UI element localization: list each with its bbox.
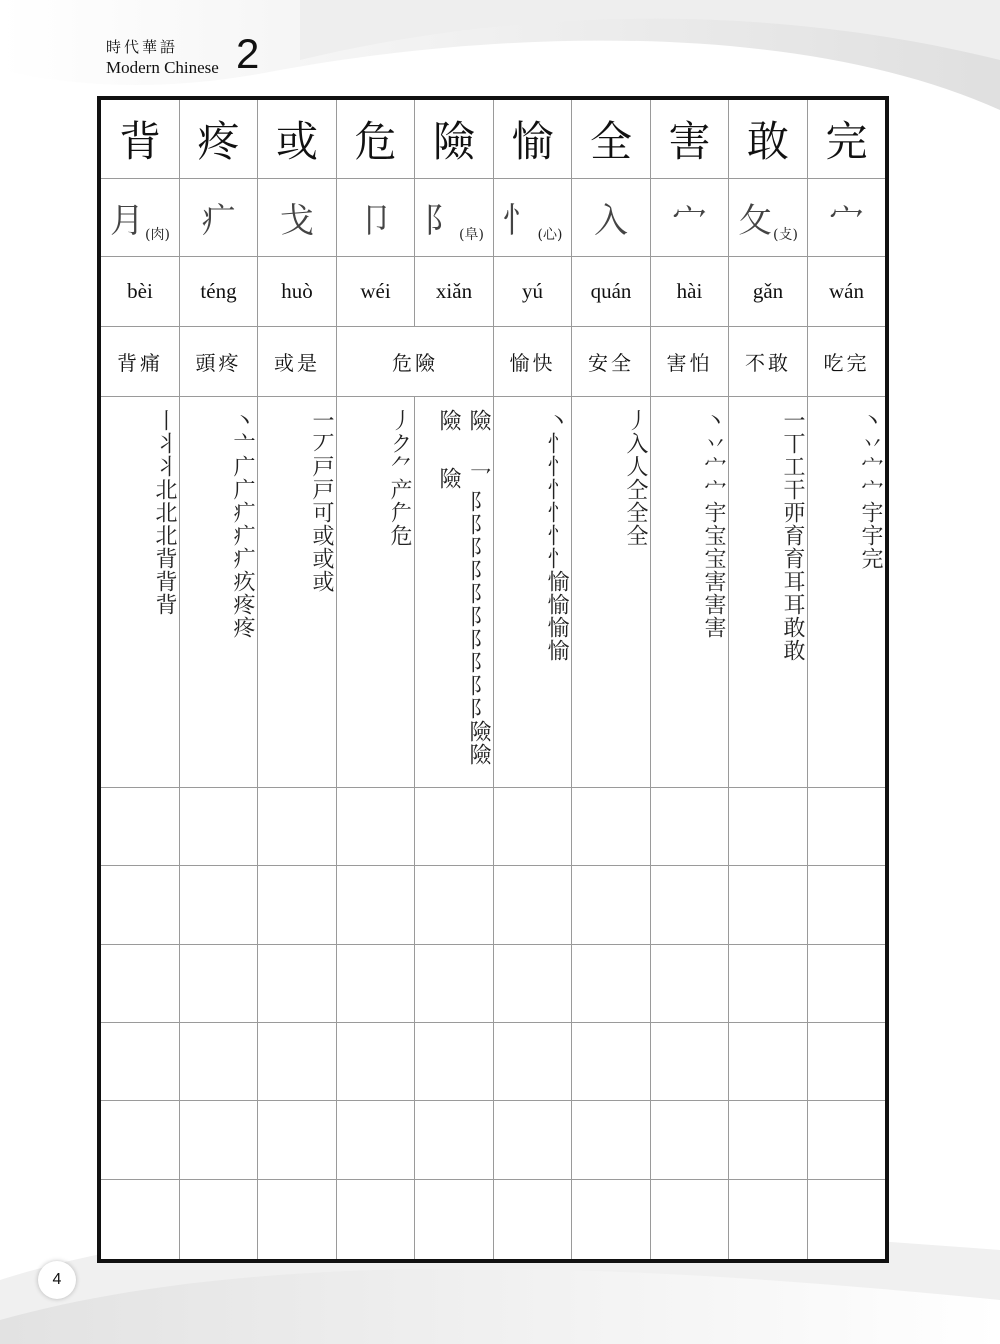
- stroke-order-sequence: [651, 397, 728, 639]
- stroke-step: 忄: [544, 455, 569, 478]
- stroke-order-cell: [337, 397, 415, 788]
- stroke-step: 北: [152, 524, 177, 547]
- stroke-step: 忄: [544, 478, 569, 501]
- stroke-step: 疒: [230, 501, 255, 524]
- pinyin: téng: [200, 279, 237, 303]
- vocab-word-cell: [101, 327, 180, 397]
- stroke-order-cell: [651, 397, 729, 788]
- practice-cell: [415, 866, 494, 945]
- practice-cell: [651, 1180, 729, 1259]
- character: 害: [668, 117, 711, 166]
- character: 危: [354, 117, 397, 166]
- vocab-word-cell: [494, 327, 572, 397]
- pinyin: wéi: [360, 279, 391, 303]
- stroke-step: 丅: [780, 432, 805, 455]
- stroke-step: 險: [466, 719, 491, 743]
- practice-cell: [101, 1180, 180, 1259]
- pinyin: bèi: [127, 279, 153, 303]
- radical-note: (肉): [145, 227, 170, 243]
- stroke-order-sequence: [180, 397, 257, 639]
- practice-cell: [572, 1023, 651, 1101]
- practice-cell: [101, 788, 180, 866]
- stroke-step: 丷: [858, 432, 883, 455]
- stroke-step: 耳: [780, 570, 805, 593]
- radical: 阝: [424, 201, 459, 241]
- practice-cell: [494, 945, 572, 1023]
- character: 全: [589, 117, 632, 166]
- practice-cell: [729, 866, 808, 945]
- stroke-step: 工: [780, 455, 805, 478]
- radical-cell: [101, 179, 180, 257]
- stroke-step: 育: [780, 547, 805, 570]
- character-cell: [101, 100, 180, 179]
- practice-cell: [415, 1101, 494, 1180]
- stroke-order-sequence: [729, 397, 807, 662]
- character-cell: [729, 100, 808, 179]
- stroke-step: 丶: [544, 409, 569, 432]
- stroke-step: 阝: [466, 581, 491, 605]
- radical: 宀: [829, 201, 864, 241]
- stroke-step: 敢: [780, 616, 805, 639]
- stroke-order-cell: [808, 397, 885, 788]
- vocab-word-cell: [180, 327, 258, 397]
- practice-cell: [180, 945, 258, 1023]
- practice-cell: [415, 945, 494, 1023]
- practice-cell: [101, 1023, 180, 1101]
- page-number: 4: [38, 1261, 76, 1299]
- radical-cell: [808, 179, 885, 257]
- character: 或: [275, 117, 318, 166]
- practice-cell: [180, 1023, 258, 1101]
- stroke-step: 丷: [701, 432, 726, 455]
- radical-cell: [572, 179, 651, 257]
- stroke-step: 耳: [780, 593, 805, 616]
- character: 背: [118, 117, 161, 166]
- stroke-step: 仝: [623, 478, 648, 501]
- stroke-step: 宝: [701, 547, 726, 570]
- pinyin-cell: [572, 257, 651, 327]
- stroke-order-sequence: [337, 397, 414, 547]
- stroke-step: 阝: [466, 512, 491, 536]
- practice-cell: [808, 866, 885, 945]
- practice-cell: [729, 788, 808, 866]
- practice-cell: [572, 1101, 651, 1180]
- practice-cell: [258, 1180, 337, 1259]
- stroke-step: 害: [701, 570, 726, 593]
- stroke-step: 可: [309, 501, 334, 524]
- vocab-word: 不敢: [745, 351, 791, 375]
- stroke-step: 丬: [152, 455, 177, 478]
- book-title-chinese: 時代華語: [106, 38, 179, 56]
- pinyin: huò: [281, 279, 313, 303]
- stroke-order-cell: [729, 397, 808, 788]
- practice-cell: [258, 866, 337, 945]
- pinyin: xiǎn: [435, 279, 473, 303]
- character-cell: [572, 100, 651, 179]
- stroke-step: 阝: [466, 696, 491, 720]
- stroke-order-cell: [180, 397, 258, 788]
- character: 敢: [746, 117, 789, 166]
- character-cell: [494, 100, 572, 179]
- stroke-step: 丶: [230, 409, 255, 432]
- radical: 戈: [280, 201, 314, 241]
- stroke-step: 宇: [701, 501, 726, 524]
- radical: 疒: [201, 201, 236, 241]
- vocab-word-cell: [258, 327, 337, 397]
- stroke-step: 背: [152, 593, 177, 616]
- practice-cell: [337, 945, 415, 1023]
- practice-cell: [415, 788, 494, 866]
- radical-note: (攴): [773, 227, 798, 243]
- vocab-word: 頭疼: [195, 351, 242, 375]
- stroke-step: 害: [701, 593, 726, 616]
- practice-cell: [258, 1101, 337, 1180]
- stroke-order-cell: [572, 397, 651, 788]
- practice-cell: [572, 945, 651, 1023]
- stroke-step: 疒: [230, 524, 255, 547]
- character-cell: [651, 100, 729, 179]
- stroke-step: ⺂: [466, 466, 491, 490]
- stroke-step: 阝: [466, 489, 491, 513]
- stroke-step: 宀: [858, 478, 883, 501]
- stroke-step: 产: [387, 478, 412, 501]
- practice-cell: [180, 1180, 258, 1259]
- pinyin-cell: [729, 257, 808, 327]
- stroke-step: 背: [152, 570, 177, 593]
- practice-cell: [729, 1023, 808, 1101]
- pinyin: hài: [676, 279, 703, 303]
- stroke-step: 丣: [780, 501, 805, 524]
- stroke-step: 愉: [544, 593, 569, 616]
- character-practice-grid: [97, 96, 889, 1263]
- stroke-step: ⺈: [387, 455, 412, 478]
- practice-cell: [101, 945, 180, 1023]
- stroke-step: 忄: [544, 524, 569, 547]
- vocab-word-cell: [337, 327, 494, 397]
- radical-note: (阜): [459, 227, 484, 243]
- stroke-step: 广: [230, 478, 255, 501]
- stroke-order-sequence: [101, 397, 179, 616]
- stroke-step: 丶: [701, 409, 726, 432]
- radical-cell: [729, 179, 808, 257]
- practice-cell: [494, 1180, 572, 1259]
- practice-cell: [180, 1101, 258, 1180]
- pinyin-cell: [651, 257, 729, 327]
- stroke-step: 愉: [544, 616, 569, 639]
- stroke-step: 愉: [544, 639, 569, 662]
- pinyin: yú: [522, 279, 543, 303]
- radical-cell: [494, 179, 572, 257]
- character: 完: [825, 117, 868, 166]
- practice-cell: [337, 788, 415, 866]
- stroke-step: 愉: [544, 570, 569, 593]
- practice-cell: [808, 1101, 885, 1180]
- stroke-step: 宀: [858, 455, 883, 478]
- practice-cell: [651, 788, 729, 866]
- radical: 月: [110, 201, 145, 241]
- vocab-word: 愉快: [509, 351, 556, 375]
- radical: 卩: [358, 201, 393, 241]
- stroke-step: 或: [309, 524, 334, 547]
- vocab-word: 安全: [588, 351, 634, 375]
- stroke-order-sequence: [572, 397, 650, 547]
- practice-cell: [808, 1023, 885, 1101]
- stroke-order-cell: [258, 397, 337, 788]
- stroke-step: 危: [387, 524, 412, 547]
- pinyin: quán: [590, 279, 632, 303]
- stroke-order-lead: [415, 397, 493, 455]
- practice-cell: [494, 1101, 572, 1180]
- stroke-order-cell: [101, 397, 180, 788]
- practice-cell: [337, 1101, 415, 1180]
- practice-cell: [651, 1101, 729, 1180]
- practice-cell: [337, 1023, 415, 1101]
- stroke-step: 阝: [466, 650, 491, 674]
- stroke-step: 一: [780, 409, 805, 432]
- practice-cell: [101, 1101, 180, 1180]
- stroke-step: 險: [436, 409, 461, 432]
- stroke-step: 阝: [466, 673, 491, 697]
- stroke-step: ク: [387, 432, 412, 455]
- stroke-step: 忄: [544, 547, 569, 570]
- vocab-word-cell: [808, 327, 885, 397]
- practice-cell: [258, 945, 337, 1023]
- stroke-step: 疼: [230, 593, 255, 616]
- stroke-order-sequence: [258, 397, 336, 593]
- practice-cell: [180, 788, 258, 866]
- stroke-step: 或: [309, 547, 334, 570]
- stroke-order-sequence: [808, 397, 885, 570]
- pinyin-cell: [808, 257, 885, 327]
- vocab-word-cell: [729, 327, 808, 397]
- stroke-step: 丨: [152, 409, 177, 432]
- volume-number: 2: [236, 30, 260, 77]
- pinyin-cell: [337, 257, 415, 327]
- practice-cell: [729, 1180, 808, 1259]
- practice-cell: [258, 788, 337, 866]
- stroke-step: 干: [780, 478, 805, 501]
- character-cell: [180, 100, 258, 179]
- practice-cell: [101, 866, 180, 945]
- radical-cell: [258, 179, 337, 257]
- stroke-step: 險: [436, 466, 461, 490]
- stroke-step: 阝: [466, 604, 491, 628]
- pinyin: gǎn: [752, 279, 784, 303]
- character: 疼: [197, 117, 240, 166]
- vocab-word: 害怕: [666, 351, 713, 375]
- book-title-english: Modern Chinese: [106, 58, 219, 77]
- practice-cell: [729, 1101, 808, 1180]
- stroke-step: 疼: [230, 616, 255, 639]
- stroke-step: 亠: [230, 432, 255, 455]
- stroke-step: 人: [623, 455, 648, 478]
- practice-cell: [494, 788, 572, 866]
- radical-cell: [180, 179, 258, 257]
- stroke-step: 害: [701, 616, 726, 639]
- stroke-step: 或: [309, 570, 334, 593]
- character: 險: [432, 117, 475, 166]
- pinyin: wán: [829, 279, 864, 303]
- stroke-step: 疒: [230, 547, 255, 570]
- stroke-step: 广: [230, 455, 255, 478]
- radical: 宀: [672, 201, 707, 241]
- pinyin-cell: [415, 257, 494, 327]
- stroke-step: 疚: [230, 570, 255, 593]
- pinyin-cell: [494, 257, 572, 327]
- vocab-word-cell: [651, 327, 729, 397]
- practice-cell: [258, 1023, 337, 1101]
- pinyin-cell: [101, 257, 180, 327]
- stroke-step: 宀: [701, 478, 726, 501]
- radical-cell: [337, 179, 415, 257]
- stroke-step: 北: [152, 501, 177, 524]
- practice-cell: [808, 1180, 885, 1259]
- vocab-word: 危險: [392, 351, 438, 375]
- practice-cell: [572, 788, 651, 866]
- stroke-step: 戸: [309, 478, 334, 501]
- radical: 入: [594, 201, 628, 241]
- stroke-step: 忄: [544, 501, 569, 524]
- stroke-step: 北: [152, 478, 177, 501]
- stroke-order-cell: [494, 397, 572, 788]
- stroke-step: 育: [780, 524, 805, 547]
- stroke-step: 阝: [466, 558, 491, 582]
- practice-cell: [808, 945, 885, 1023]
- radical-note: (心): [537, 227, 563, 243]
- character-cell: [808, 100, 885, 179]
- character-cell: [337, 100, 415, 179]
- pinyin-cell: [180, 257, 258, 327]
- practice-cell: [651, 1023, 729, 1101]
- practice-cell: [180, 866, 258, 945]
- stroke-step: 敢: [780, 639, 805, 662]
- practice-cell: [808, 788, 885, 866]
- stroke-step: 宇: [858, 501, 883, 524]
- practice-cell: [729, 945, 808, 1023]
- practice-cell: [494, 1023, 572, 1101]
- practice-cell: [415, 1023, 494, 1101]
- stroke-step: 宀: [701, 455, 726, 478]
- practice-cell: [572, 1180, 651, 1259]
- stroke-order-sequence: [494, 397, 571, 662]
- practice-cell: [337, 1180, 415, 1259]
- stroke-step: 丿: [623, 409, 648, 432]
- stroke-step: 完: [858, 547, 883, 570]
- stroke-step: 丬: [152, 432, 177, 455]
- stroke-step: 宇: [858, 524, 883, 547]
- stroke-step: 宝: [701, 524, 726, 547]
- stroke-step: 丿: [387, 409, 412, 432]
- practice-cell: [651, 945, 729, 1023]
- stroke-step: 險: [466, 742, 491, 766]
- radical: 攵: [738, 201, 773, 241]
- stroke-step: 阝: [466, 627, 491, 651]
- radical-cell: [651, 179, 729, 257]
- stroke-step: 丆: [309, 432, 334, 455]
- stroke-step: 一: [309, 409, 334, 432]
- stroke-step: 忄: [544, 432, 569, 455]
- vocab-word: 或是: [274, 351, 320, 375]
- stroke-order-cell: [415, 397, 494, 788]
- practice-cell: [572, 866, 651, 945]
- stroke-step: 全: [623, 524, 648, 547]
- practice-cell: [337, 866, 415, 945]
- stroke-order-sequence: [415, 455, 493, 787]
- stroke-step: 阝: [466, 535, 491, 559]
- stroke-step: 險: [466, 409, 491, 432]
- vocab-word-cell: [572, 327, 651, 397]
- stroke-step: 入: [623, 432, 648, 455]
- stroke-step: 全: [623, 501, 648, 524]
- stroke-step: 背: [152, 547, 177, 570]
- vocab-word: 背痛: [117, 351, 163, 375]
- vocab-word: 吃完: [823, 351, 870, 375]
- character-cell: [415, 100, 494, 179]
- radical: 忄: [502, 201, 537, 241]
- pinyin-cell: [258, 257, 337, 327]
- character: 愉: [511, 117, 554, 166]
- practice-cell: [651, 866, 729, 945]
- practice-cell: [415, 1180, 494, 1259]
- radical-cell: [415, 179, 494, 257]
- stroke-step: 戸: [309, 455, 334, 478]
- character-cell: [258, 100, 337, 179]
- stroke-step: 丶: [858, 409, 883, 432]
- stroke-step: 厃: [387, 501, 412, 524]
- practice-cell: [494, 866, 572, 945]
